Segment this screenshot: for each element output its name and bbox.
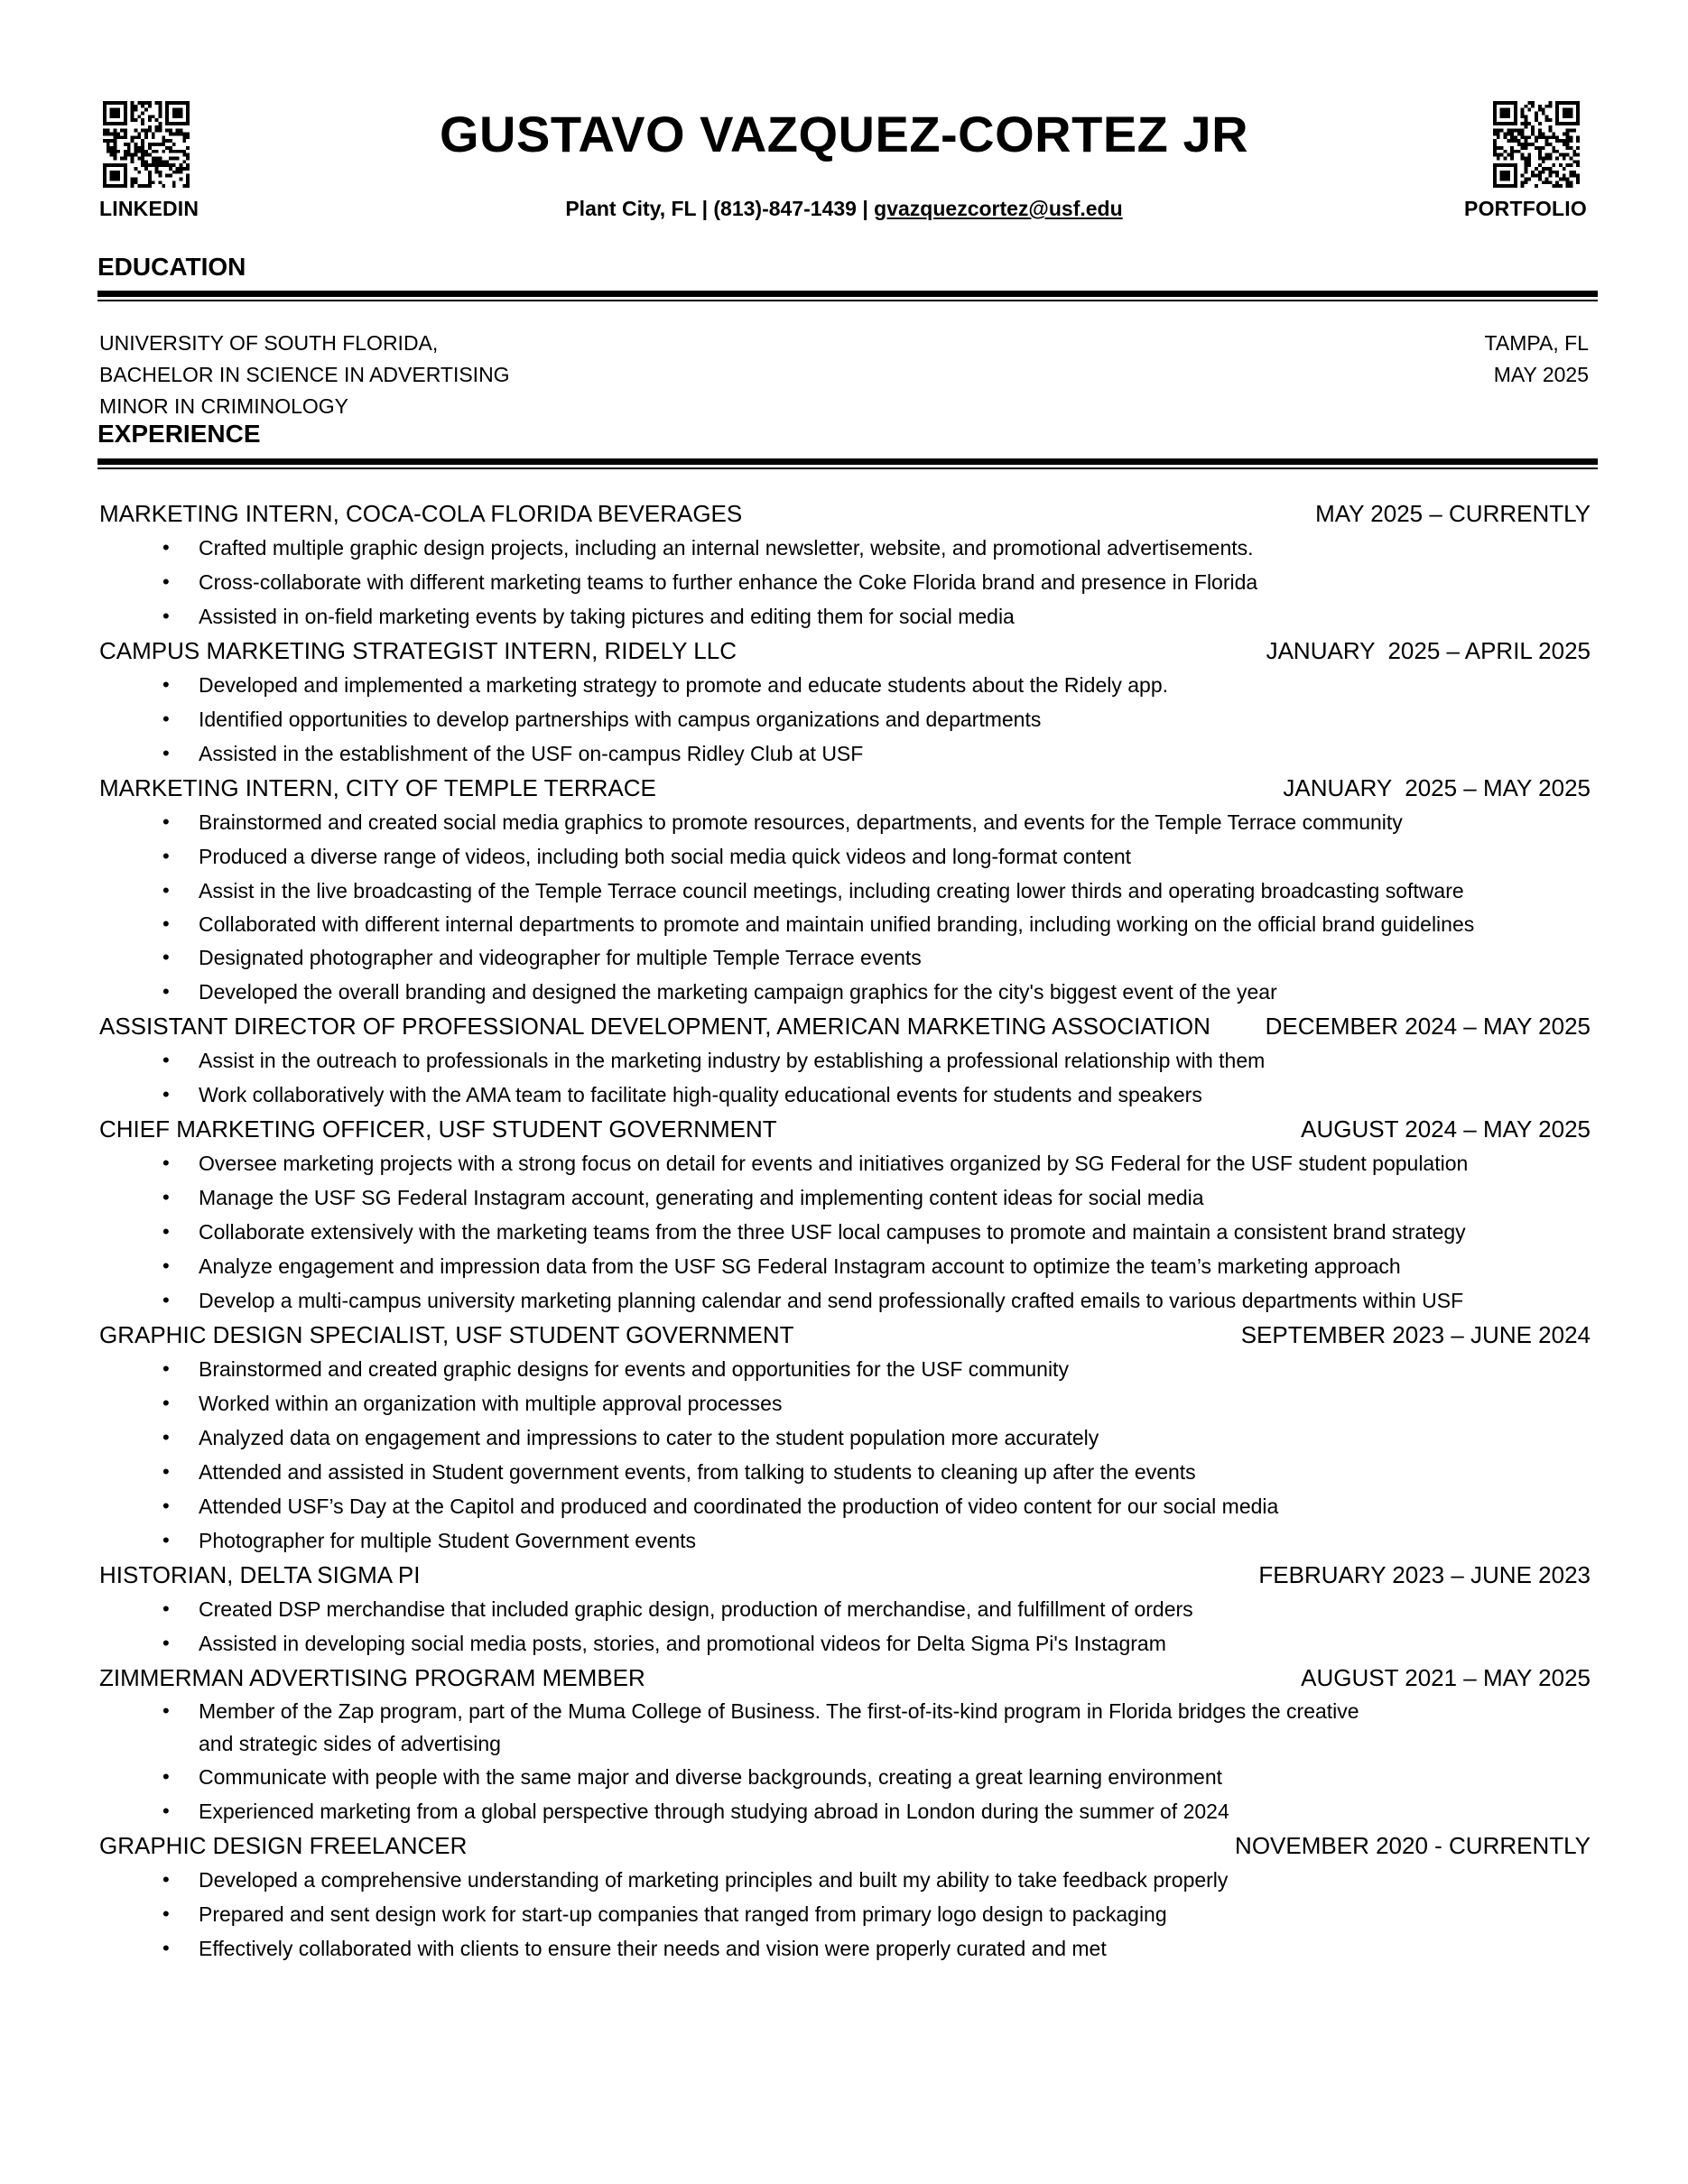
bullet-item: • Prepared and sent design work for start-up companies that ranged from primary logo design to packaging xyxy=(99,1897,1591,1931)
job-title: CAMPUS MARKETING STRATEGIST INTERN, RIDELY LLC xyxy=(99,637,737,664)
job-dates: NOVEMBER 2020 - CURRENTLY xyxy=(1235,1832,1591,1859)
job-dates: JANUARY 2025 – MAY 2025 xyxy=(1283,774,1591,801)
job-title: CHIEF MARKETING OFFICER, USF STUDENT GOVERNMENT xyxy=(99,1115,777,1143)
job-bullets xyxy=(99,668,1591,771)
bullet-item: • Worked within an organization with multiple approval processes xyxy=(99,1386,1591,1421)
bullet-item: • Oversee marketing projects with a strong focus on detail for events and initiatives organized by SG Federal for the USF student population xyxy=(99,1146,1591,1180)
experience-list xyxy=(99,496,1591,1966)
bullet-item: • Assisted in on-field marketing events by taking pictures and editing them for social media xyxy=(99,599,1591,634)
job-header xyxy=(99,1318,1591,1352)
job-header xyxy=(99,771,1591,805)
bullet-item: • Photographer for multiple Student Government events xyxy=(99,1523,1591,1558)
education-details xyxy=(99,328,510,422)
email-link[interactable]: gvazquezcortez@usf.edu xyxy=(874,197,1123,220)
bullet-item: • Crafted multiple graphic design projects, including an internal newsletter, website, and promotional advertisements. xyxy=(99,531,1591,565)
school-location: TAMPA, FL xyxy=(1484,331,1589,355)
bullet-item: • Attended and assisted in Student government events, from talking to students to cleaning up after the events xyxy=(99,1455,1591,1489)
job-dates: FEBRUARY 2023 – JUNE 2023 xyxy=(1258,1561,1591,1588)
job-title: HISTORIAN, DELTA SIGMA PI xyxy=(99,1561,421,1588)
graduation-date: MAY 2025 xyxy=(1493,363,1589,386)
job-bullets xyxy=(99,1352,1591,1558)
job-title: GRAPHIC DESIGN SPECIALIST, USF STUDENT GOVERNMENT xyxy=(99,1321,794,1348)
bullet-item: • Work collaboratively with the AMA team to facilitate high-quality educational events for students and speakers xyxy=(99,1078,1591,1112)
job-entry xyxy=(99,1828,1591,1966)
job-entry xyxy=(99,634,1591,771)
bullet-item: • Brainstormed and created social media graphics to promote resources, departments, and events for the Temple Terrace community xyxy=(99,805,1591,839)
bullet-item: • Member of the Zap program, part of the Muma College of Business. The first-of-its-kind program in Florida bridges the creative and strategic sides of advertising xyxy=(99,1695,1381,1760)
job-header xyxy=(99,1828,1591,1863)
contact-line xyxy=(0,197,1688,221)
job-bullets xyxy=(99,1146,1591,1318)
minor-name: MINOR IN CRIMINOLOGY xyxy=(99,394,349,418)
job-entry xyxy=(99,1318,1591,1558)
bullet-item: • Developed a comprehensive understanding of marketing principles and built my ability to take feedback properly xyxy=(99,1863,1591,1897)
candidate-name: GUSTAVO VAZQUEZ-CORTEZ JR xyxy=(439,106,1249,162)
job-title: MARKETING INTERN, CITY OF TEMPLE TERRACE xyxy=(99,774,656,801)
job-entry xyxy=(99,1661,1591,1828)
job-entry xyxy=(99,1112,1591,1318)
bullet-item: • Created DSP merchandise that included graphic design, production of merchandise, and fulfillment of orders xyxy=(99,1592,1591,1626)
bullet-item: • Collaborated with different internal departments to promote and maintain unified branding, including working on the official brand guidelines xyxy=(99,908,1591,940)
job-title: MARKETING INTERN, COCA-COLA FLORIDA BEVERAGES xyxy=(99,500,743,527)
education-divider xyxy=(97,291,1598,301)
job-header xyxy=(99,496,1591,531)
bullet-item: • Developed and implemented a marketing strategy to promote and educate students about the Ridely app. xyxy=(99,668,1591,702)
job-title: GRAPHIC DESIGN FREELANCER xyxy=(99,1832,468,1859)
bullet-item: • Develop a multi-campus university marketing planning calendar and send professionally crafted emails to various departments within USF xyxy=(99,1283,1591,1318)
job-entry xyxy=(99,1558,1591,1661)
bullet-item: • Assist in the live broadcasting of the Temple Terrace council meetings, including creating lower thirds and operating broadcasting software xyxy=(99,874,1591,908)
job-bullets xyxy=(99,1695,1591,1828)
bullet-item: • Cross-collaborate with different marketing teams to further enhance the Coke Florida brand and presence in Florida xyxy=(99,565,1591,599)
bullet-item: • Collaborate extensively with the marketing teams from the three USF local campuses to promote and maintain a consistent brand strategy xyxy=(99,1215,1591,1249)
school-name: UNIVERSITY OF SOUTH FLORIDA, xyxy=(99,331,439,355)
phone-text: (813)-847-1439 xyxy=(713,197,857,220)
job-dates: AUGUST 2021 – MAY 2025 xyxy=(1301,1664,1591,1691)
bullet-item: • Produced a diverse range of videos, including both social media quick videos and long-format content xyxy=(99,839,1591,874)
bullet-item: • Experienced marketing from a global perspective through studying abroad in London during the summer of 2024 xyxy=(99,1794,1591,1828)
linkedin-qr-label: LINKEDIN xyxy=(99,197,199,220)
bullet-item: • Assist in the outreach to professionals in the marketing industry by establishing a professional relationship with them xyxy=(99,1043,1591,1078)
education-meta xyxy=(1485,328,1589,391)
job-dates: JANUARY 2025 – APRIL 2025 xyxy=(1266,637,1591,664)
bullet-item: • Designated photographer and videographer for multiple Temple Terrace events xyxy=(99,940,1591,975)
bullet-item: • Communicate with people with the same major and diverse backgrounds, creating a great learning environment xyxy=(99,1760,1591,1794)
bullet-item: • Assisted in developing social media posts, stories, and promotional videos for Delta Sigma Pi's Instagram xyxy=(99,1626,1591,1661)
experience-heading: EXPERIENCE xyxy=(97,420,261,448)
bullet-item: • Analyzed data on engagement and impressions to cater to the student population more accurately xyxy=(99,1421,1591,1455)
education-heading: EDUCATION xyxy=(97,253,246,281)
job-bullets xyxy=(99,1043,1591,1112)
bullet-item: • Attended USF’s Day at the Capitol and produced and coordinated the production of video content for our social media xyxy=(99,1489,1591,1523)
job-header xyxy=(99,1558,1591,1592)
bullet-item: • Identified opportunities to develop partnerships with campus organizations and departments xyxy=(99,702,1591,736)
job-dates: MAY 2025 – CURRENTLY xyxy=(1315,500,1591,527)
separator: | xyxy=(862,197,868,220)
job-header xyxy=(99,1009,1591,1043)
bullet-item: • Assisted in the establishment of the USF on-campus Ridley Club at USF xyxy=(99,736,1591,771)
job-dates: DECEMBER 2024 – MAY 2025 xyxy=(1265,1013,1591,1040)
experience-divider xyxy=(97,458,1598,469)
job-header xyxy=(99,634,1591,668)
bullet-item: • Developed the overall branding and designed the marketing campaign graphics for the city's biggest event of the year xyxy=(99,975,1591,1009)
job-header xyxy=(99,1661,1591,1695)
job-bullets xyxy=(99,1863,1591,1966)
bullet-item: • Analyze engagement and impression data from the USF SG Federal Instagram account to optimize the team’s marketing approach xyxy=(99,1249,1591,1283)
job-bullets xyxy=(99,1592,1591,1661)
job-bullets xyxy=(99,531,1591,634)
job-bullets xyxy=(99,805,1591,1009)
location-text: Plant City, FL xyxy=(565,197,697,220)
job-dates: AUGUST 2024 – MAY 2025 xyxy=(1301,1115,1591,1143)
job-header xyxy=(99,1112,1591,1146)
job-entry xyxy=(99,1009,1591,1112)
job-title: ASSISTANT DIRECTOR OF PROFESSIONAL DEVELOPMENT, AMERICAN MARKETING ASSOCIATION xyxy=(99,1013,1210,1040)
job-entry xyxy=(99,771,1591,1009)
degree-name: BACHELOR IN SCIENCE IN ADVERTISING xyxy=(99,363,510,386)
job-entry xyxy=(99,496,1591,634)
portfolio-qr-label: PORTFOLIO xyxy=(1464,197,1587,220)
job-title: ZIMMERMAN ADVERTISING PROGRAM MEMBER xyxy=(99,1664,645,1691)
separator: | xyxy=(701,197,708,220)
bullet-item: • Manage the USF SG Federal Instagram account, generating and implementing content ideas for social media xyxy=(99,1180,1591,1215)
bullet-item: • Brainstormed and created graphic designs for events and opportunities for the USF community xyxy=(99,1352,1591,1386)
job-dates: SEPTEMBER 2023 – JUNE 2024 xyxy=(1240,1321,1591,1348)
bullet-item: • Effectively collaborated with clients to ensure their needs and vision were properly curated and met xyxy=(99,1931,1591,1966)
